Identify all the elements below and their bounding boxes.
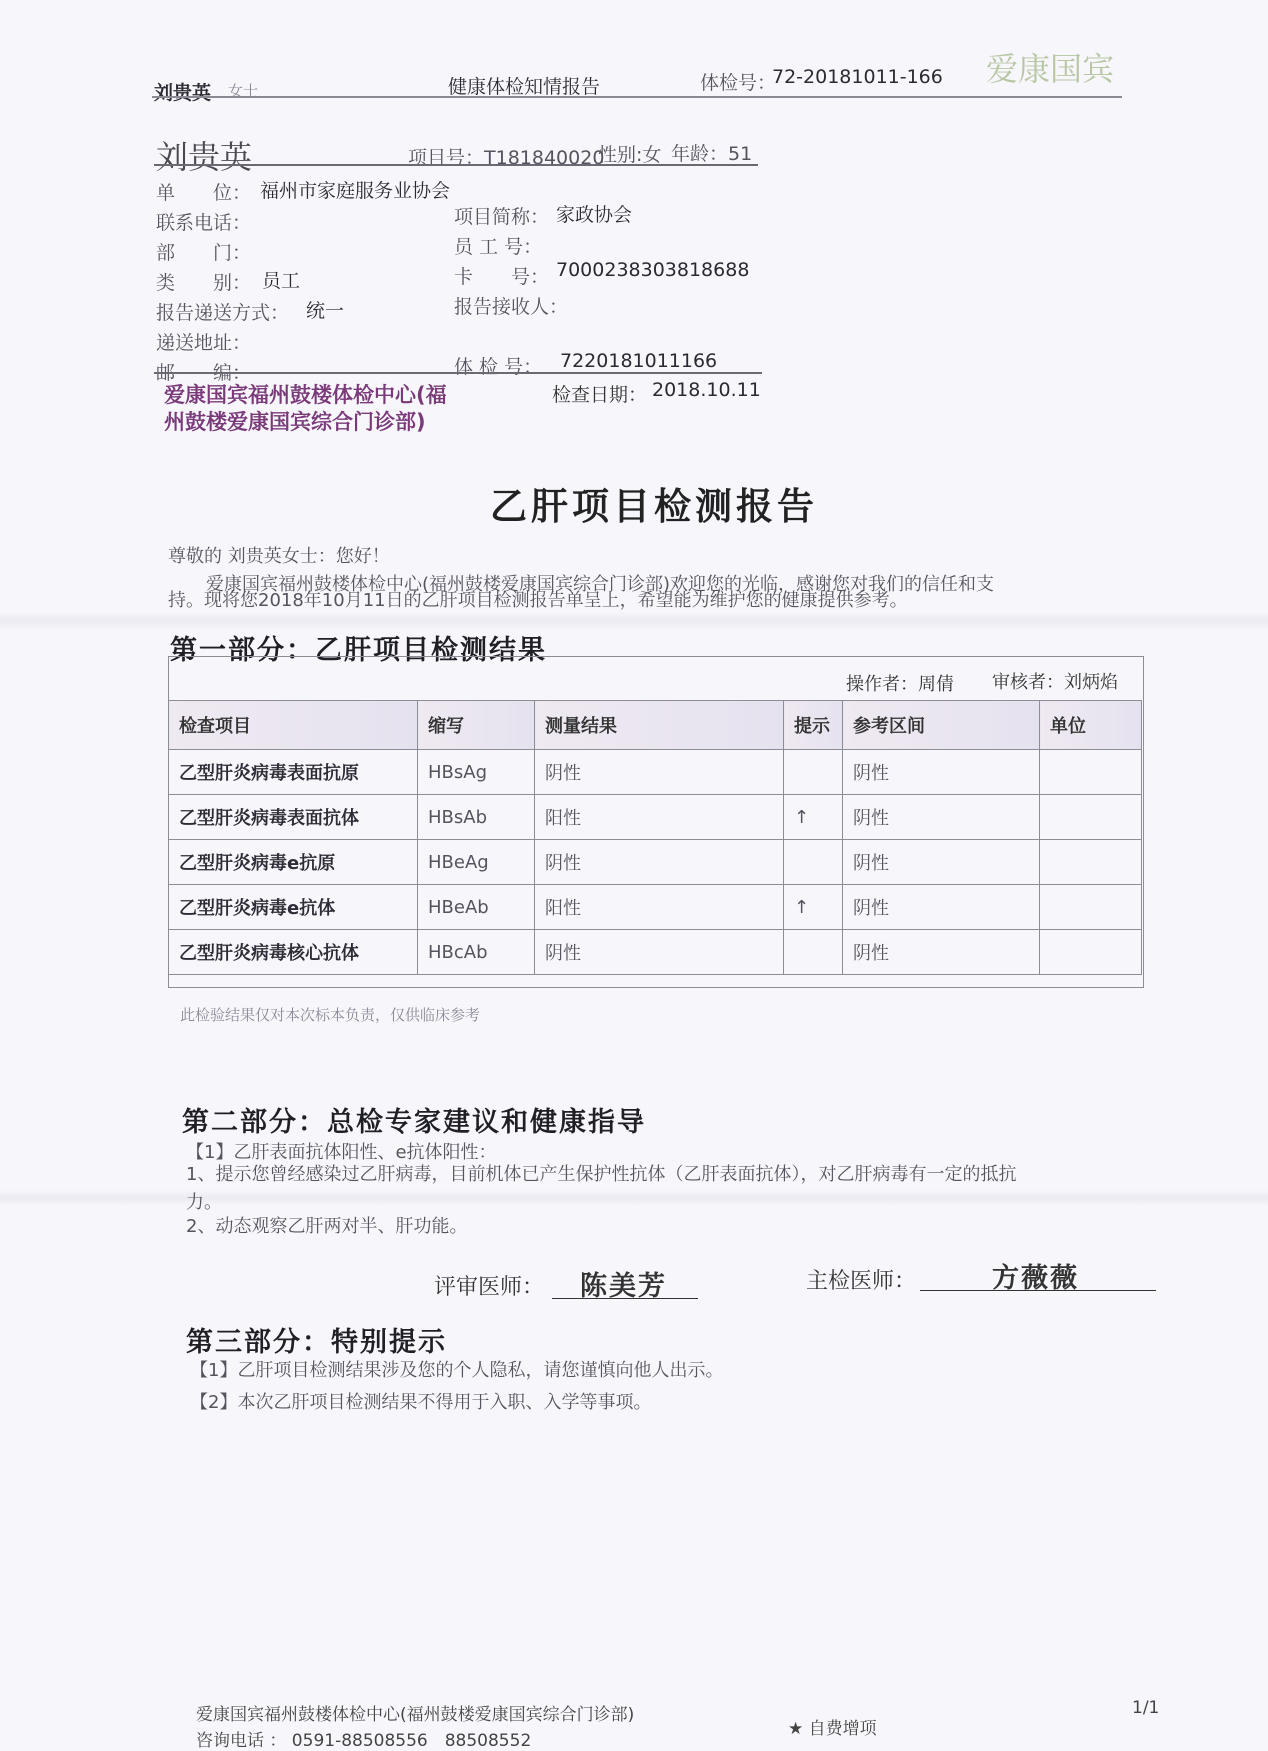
field-label: 邮 编：	[156, 362, 252, 384]
cell-ref: 阴性	[843, 795, 1040, 840]
info-rule	[154, 372, 762, 374]
field-label: 报告接收人：	[454, 296, 569, 318]
cell-abbr: HBsAg	[418, 750, 535, 795]
report-title: 乙肝项目检测报告	[490, 484, 818, 528]
table-row	[169, 840, 1142, 885]
reviewer: 审核者：刘炳焰	[992, 672, 1118, 693]
cell-flag: ↑	[784, 885, 843, 930]
part1-title: 第一部分：乙肝项目检测结果	[170, 635, 547, 666]
col-header: 缩写	[418, 701, 535, 750]
field-value: 员工	[262, 270, 301, 292]
header-exam-no-label: 体检号：	[700, 72, 777, 94]
field-label: 部 门：	[156, 242, 252, 264]
signature-line	[920, 1290, 1156, 1291]
result-note: 此检验结果仅对本次标本负责，仅供临床参考	[180, 1006, 481, 1024]
chief-doctor-label: 主检医师：	[806, 1269, 917, 1294]
table-row	[169, 750, 1142, 795]
cell-item: 乙型肝炎病毒表面抗原	[169, 750, 418, 795]
cell-flag	[784, 840, 843, 885]
cell-flag	[784, 750, 843, 795]
cell-unit	[1040, 930, 1142, 975]
field-label: 联系电话：	[156, 212, 252, 234]
cell-ref: 阴性	[843, 750, 1040, 795]
col-header: 提示	[784, 701, 843, 750]
header-title-suffix: 女士	[228, 82, 259, 100]
cell-ref: 阴性	[843, 885, 1040, 930]
intro-line2: 持。现将您2018年10月11日的乙肝项目检测报告单呈上，希望能为维护您的健康提供参考。	[168, 590, 908, 611]
footer-extra: ★ 自费增项	[788, 1719, 877, 1739]
cell-item: 乙型肝炎病毒表面抗体	[169, 795, 418, 840]
field-value: 福州市家庭服务业协会	[260, 180, 451, 202]
footer-phone: 咨询电话 ： 0591-88508556 88508552	[196, 1731, 532, 1751]
cell-abbr: HBsAb	[418, 795, 535, 840]
field-label: 卡 号：	[454, 266, 550, 288]
table-row	[169, 795, 1142, 840]
field-label: 报告递送方式：	[156, 302, 290, 324]
header-exam-no: 72-20181011-166	[772, 66, 943, 88]
cell-abbr: HBcAb	[418, 930, 535, 975]
header-rule	[152, 96, 1122, 98]
project-no: 项目号：T181840020	[408, 147, 605, 169]
header-patient-name: 刘贵英	[154, 82, 212, 104]
table-header-row	[169, 701, 1142, 750]
cell-abbr: HBeAb	[418, 885, 535, 930]
cell-item: 乙型肝炎病毒核心抗体	[169, 930, 418, 975]
col-header: 单位	[1040, 701, 1142, 750]
footer-center: 爱康国宾福州鼓楼体检中心(福州鼓楼爱康国宾综合门诊部)	[196, 1705, 635, 1725]
field-label: 递送地址：	[156, 332, 252, 354]
center-name: 爱康国宾福州鼓楼体检中心(福州鼓楼爱康国宾综合门诊部)	[164, 383, 447, 434]
chief-signature: 方薇薇	[992, 1263, 1079, 1294]
advice-line1: 1、提示您曾经感染过乙肝病毒，目前机体已产生保护性抗体（乙肝表面抗体），对乙肝病毒有一定的抵抗	[186, 1164, 1017, 1185]
greeting: 尊敬的 刘贵英女士：您好！	[168, 546, 390, 567]
age: 年龄：51	[671, 143, 753, 165]
table-row	[169, 930, 1142, 975]
cell-result: 阳性	[535, 885, 784, 930]
cell-flag: ↑	[784, 795, 843, 840]
patient-name: 刘贵英	[156, 138, 253, 176]
intro-line1: 爱康国宾福州鼓楼体检中心(福州鼓楼爱康国宾综合门诊部)欢迎您的光临，感谢您对我们的信任和支	[206, 574, 995, 595]
col-header: 测量结果	[535, 701, 784, 750]
advice-line2: 2、动态观察乙肝两对半、肝功能。	[186, 1216, 468, 1237]
cell-abbr: HBeAg	[418, 840, 535, 885]
part2-title: 第二部分：总检专家建议和健康指导	[182, 1107, 646, 1138]
notice-item2: 【2】本次乙肝项目检测结果不得用于入职、入学等事项。	[190, 1392, 652, 1413]
field-value: 统一	[306, 300, 345, 322]
cell-unit	[1040, 750, 1142, 795]
cell-ref: 阴性	[843, 840, 1040, 885]
results-table	[168, 700, 1142, 975]
exam-date: 2018.10.11	[652, 379, 761, 401]
cell-unit	[1040, 795, 1142, 840]
page-number: 1/1	[1132, 1698, 1160, 1718]
cell-unit	[1040, 885, 1142, 930]
cell-item: 乙型肝炎病毒e抗体	[169, 885, 418, 930]
field-value: 家政协会	[556, 204, 633, 226]
cell-ref: 阴性	[843, 930, 1040, 975]
cell-unit	[1040, 840, 1142, 885]
cell-item: 乙型肝炎病毒e抗原	[169, 840, 418, 885]
advice-heading: 【1】乙肝表面抗体阳性、e抗体阳性：	[186, 1142, 497, 1163]
field-value: 7220181011166	[560, 350, 718, 372]
signature-line	[552, 1298, 698, 1299]
advice-line1b: 力。	[186, 1192, 222, 1213]
reviewer-signature: 陈美芳	[580, 1271, 667, 1302]
gender: 性别:女	[598, 144, 662, 166]
notice-item1: 【1】乙肝项目检测结果涉及您的个人隐私，请您谨慎向他人出示。	[190, 1360, 724, 1381]
cell-result: 阴性	[535, 930, 784, 975]
part3-title: 第三部分：特别提示	[186, 1327, 447, 1358]
field-label: 类 别：	[156, 272, 252, 294]
field-label: 体 检 号：	[454, 356, 543, 378]
field-label: 员 工 号：	[454, 236, 543, 258]
exam-date-label: 检查日期：	[552, 384, 648, 406]
cell-result: 阳性	[535, 795, 784, 840]
cell-result: 阴性	[535, 750, 784, 795]
reviewer-doctor-label: 评审医师：	[434, 1275, 545, 1300]
field-label: 项目简称：	[454, 206, 550, 228]
col-header: 参考区间	[843, 701, 1040, 750]
field-value: 7000238303818688	[556, 259, 750, 281]
operator: 操作者：周倩	[846, 674, 954, 695]
info-rule	[154, 164, 758, 166]
cell-result: 阴性	[535, 840, 784, 885]
field-label: 单 位：	[156, 182, 252, 204]
brand-logo: 爱康国宾	[986, 50, 1115, 88]
col-header: 检查项目	[169, 701, 418, 750]
header-report-kind: 健康体检知情报告	[448, 76, 601, 98]
table-row	[169, 885, 1142, 930]
cell-flag	[784, 930, 843, 975]
